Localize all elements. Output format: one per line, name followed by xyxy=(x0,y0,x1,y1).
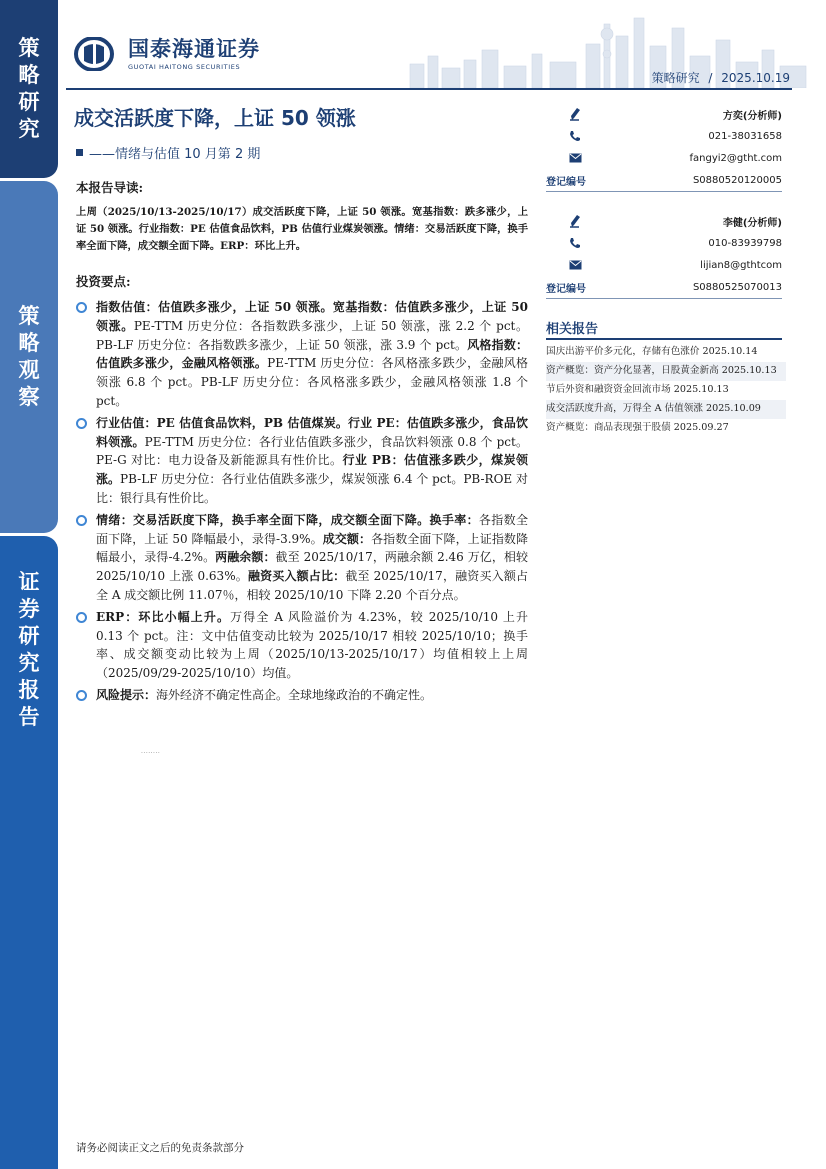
key-point-item xyxy=(76,686,528,705)
related-reports-heading: 相关报告 xyxy=(546,322,599,337)
circle-bullet-icon xyxy=(76,515,87,526)
side-tab-strategy-observation xyxy=(0,181,58,533)
analyst-email[interactable]: fangyi2@gtht.com xyxy=(689,152,782,164)
analyst-email[interactable]: lijian8@gthtcom xyxy=(700,259,782,271)
key-point-bold-segment: 风险提示： xyxy=(96,687,157,702)
circle-bullet-icon xyxy=(76,612,87,623)
pen-icon xyxy=(569,107,581,121)
key-point-text xyxy=(96,608,528,683)
report-title: 成交活跃度下降，上证 50 领涨 xyxy=(74,106,356,130)
key-point-bold-segment: 成交额： xyxy=(322,531,372,546)
key-point-bold-segment: 融资买入额占比： xyxy=(247,569,346,584)
related-report-link[interactable]: 节后外资和融资资金回流市场 2025.10.13 xyxy=(546,384,729,395)
side-tab-securities-report xyxy=(0,536,58,1169)
email-icon xyxy=(569,153,582,163)
logo-chinese-name: 国泰海通证券 xyxy=(128,36,260,61)
circle-bullet-icon xyxy=(76,690,87,701)
side-tab-char: 察 xyxy=(18,385,40,409)
circle-bullet-icon xyxy=(76,418,87,429)
related-report-link[interactable]: 资产概览：商品表现强于股债 2025.09.27 xyxy=(546,422,729,433)
report-subtitle: ——情绪与估值 10 月第 2 期 xyxy=(89,147,261,162)
company-logo xyxy=(74,37,260,71)
key-point-segment: PB-LF 历史分位：各行业估值跌多涨少，煤炭领涨 6.4 个 pct。PB-ROE 对比：银行具有性价比。 xyxy=(96,472,528,505)
key-point-bold-segment: ERP：环比小幅上升。 xyxy=(96,609,231,624)
report-category: 策略研究 xyxy=(651,71,700,85)
side-tab-char: 策 xyxy=(18,304,40,328)
related-report-link[interactable]: 资产概览：资产分化显著，日股黄金新高 2025.10.13 xyxy=(546,362,786,381)
key-point-text xyxy=(96,511,528,605)
key-point-segment: 万得全 A 风险溢价为 4.23%，较 2025/10/10 上升 0.13 个 pct。注：文中估值变动比较为 2025/10/17 相较 2025/10/10；换手率、成交额变动比较为上周（2025/10/13-2025/10/17）均值相较上上周（2025/09/29-2025/10/10）均值。 xyxy=(96,609,528,681)
disclaimer-footer: 请务必阅读正文之后的免责条款部分 xyxy=(76,1142,244,1154)
key-point-segment: PE-TTM 历史分位：各行业估值跌多涨少，食品饮料领涨 0.8 个 pct。PE-G 对比：电力设备及新能源具有性价比。 xyxy=(96,434,528,468)
header-divider xyxy=(66,88,792,90)
analyst-name: 方奕(分析师) xyxy=(722,110,782,122)
side-tab-char: 券 xyxy=(18,597,40,621)
side-tab-char: 究 xyxy=(18,117,40,141)
analyst-phone: 010-83939798 xyxy=(708,237,782,249)
side-tab-label xyxy=(19,303,40,411)
side-tab-char: 报 xyxy=(18,678,40,702)
phone-icon xyxy=(569,130,581,142)
placeholder-marker: ........ xyxy=(141,748,161,755)
side-tab-char: 究 xyxy=(18,651,40,675)
analyst-divider xyxy=(546,191,782,192)
key-point-item xyxy=(76,414,528,508)
registration-number: S0880520120005 xyxy=(692,174,782,186)
key-point-segment: 各指数全面下降，上证指数降幅最小，录得-4.2%。 xyxy=(96,531,528,565)
email-icon xyxy=(569,260,582,270)
side-tab-label xyxy=(19,35,40,143)
date-separator: / xyxy=(708,71,713,85)
analyst-card xyxy=(546,210,782,299)
report-category-date xyxy=(652,69,790,86)
key-point-segment: 海外经济不确定性高企。全球地缘政治的不确定性。 xyxy=(156,687,433,702)
key-point-bold-segment: 指数估值：估值跌多涨少，上证 50 领涨。宽基指数：估值跌多涨少，上证 50 领涨。 xyxy=(96,300,528,333)
pen-icon xyxy=(569,214,581,228)
analyst-name: 李健(分析师) xyxy=(722,217,782,229)
logo-english-name: GUOTAI HAITONG SECURITIES xyxy=(128,62,241,71)
side-tab-char: 告 xyxy=(18,705,40,729)
related-report-link[interactable]: 国庆出游平价多元化，存储有色涨价 2025.10.14 xyxy=(546,346,758,357)
key-point-bold-segment: 风格指数：估值跌多涨少，金融风格领涨。 xyxy=(96,337,528,371)
square-bullet-icon xyxy=(76,149,83,156)
side-tab-strategy-research xyxy=(0,0,58,178)
key-point-segment: 各指数全面下降，上证 50 降幅最小，录得-3.9%。 xyxy=(96,512,528,546)
key-point-bold-segment: 行业 PB：估值涨多跌少，煤炭领涨。 xyxy=(96,453,528,487)
key-point-bold-segment: 两融余额： xyxy=(215,550,276,565)
analyst-card xyxy=(546,103,782,192)
side-tab-label xyxy=(19,569,40,731)
side-tab-char: 观 xyxy=(18,358,40,382)
main-content xyxy=(76,178,528,708)
key-point-text xyxy=(96,686,528,705)
registration-number: S0880525070013 xyxy=(692,281,782,293)
key-points-list xyxy=(76,298,528,705)
key-point-bold-segment: 行业估值：PE 估值食品饮料，PB 估值煤炭。行业 PE：估值跌多涨少，食品饮料领涨。 xyxy=(96,415,528,449)
analyst-phone: 021-38031658 xyxy=(708,130,782,142)
key-points-heading: 投资要点: xyxy=(76,274,131,289)
key-point-text xyxy=(96,414,528,508)
key-point-segment: 截至 2025/10/17，两融余额 2.46 万亿，相较 2025/10/10 上涨 0.63%。 xyxy=(96,550,529,584)
key-point-item xyxy=(76,608,528,683)
side-tab-char: 略 xyxy=(18,63,40,87)
side-tab-char: 证 xyxy=(18,570,40,594)
logo-emblem-icon xyxy=(74,37,120,71)
registration-label: 登记编号 xyxy=(546,283,586,295)
related-reports-list xyxy=(546,343,786,438)
key-point-segment: PE-TTM 历史分位：各指数跌多涨少，上证 50 领涨，涨 2.2 个 pct。PB-LF 历史分位：各指数跌多涨少，上证 50 领涨，涨 3.9 个 pct。 xyxy=(96,318,528,352)
key-point-segment: 截至 2025/10/17，融资买入额占全 A 成交额比例 11.07％，相较 2025/10/10 下降 2.20 个百分点。 xyxy=(96,569,528,602)
phone-icon xyxy=(569,237,581,249)
registration-label: 登记编号 xyxy=(546,176,586,188)
side-tab-char: 策 xyxy=(18,36,40,60)
related-report-link[interactable]: 成交活跃度升高，万得全 A 估值领涨 2025.10.09 xyxy=(546,400,786,419)
analyst-divider xyxy=(546,298,782,299)
key-point-bold-segment: 情绪：交易活跃度下降，换手率全面下降，成交额全面下降。换手率： xyxy=(96,512,479,527)
guide-text: 上周（2025/10/13-2025/10/17）成交活跃度下降，上证 50 领涨。宽基指数：跌多涨少，上证 50 领涨。行业指数：PE 估值食品饮料，PB 估值行业煤炭领涨。情绪：交易活跃度下降，换手率全面下降，成交额全面下降。ERP：环比上升。 xyxy=(76,206,528,252)
side-tab-char: 研 xyxy=(18,624,40,648)
key-point-segment: PE-TTM 历史分位：各风格涨多跌少，金融风格领涨 6.8 个 pct。PB-LF 历史分位：各风格涨多跌少，金融风格领涨 1.8 个 pct。 xyxy=(96,356,528,408)
key-point-item xyxy=(76,298,528,411)
report-subtitle-row xyxy=(76,143,260,162)
report-date: 2025.10.19 xyxy=(721,71,790,85)
circle-bullet-icon xyxy=(76,302,87,313)
side-tab-char: 略 xyxy=(18,331,40,355)
key-point-item xyxy=(76,511,528,605)
guide-heading: 本报告导读: xyxy=(76,180,144,195)
key-point-text xyxy=(96,298,528,411)
side-tab-char: 研 xyxy=(18,90,40,114)
key-points-section xyxy=(76,272,528,705)
related-reports-divider xyxy=(546,338,782,340)
